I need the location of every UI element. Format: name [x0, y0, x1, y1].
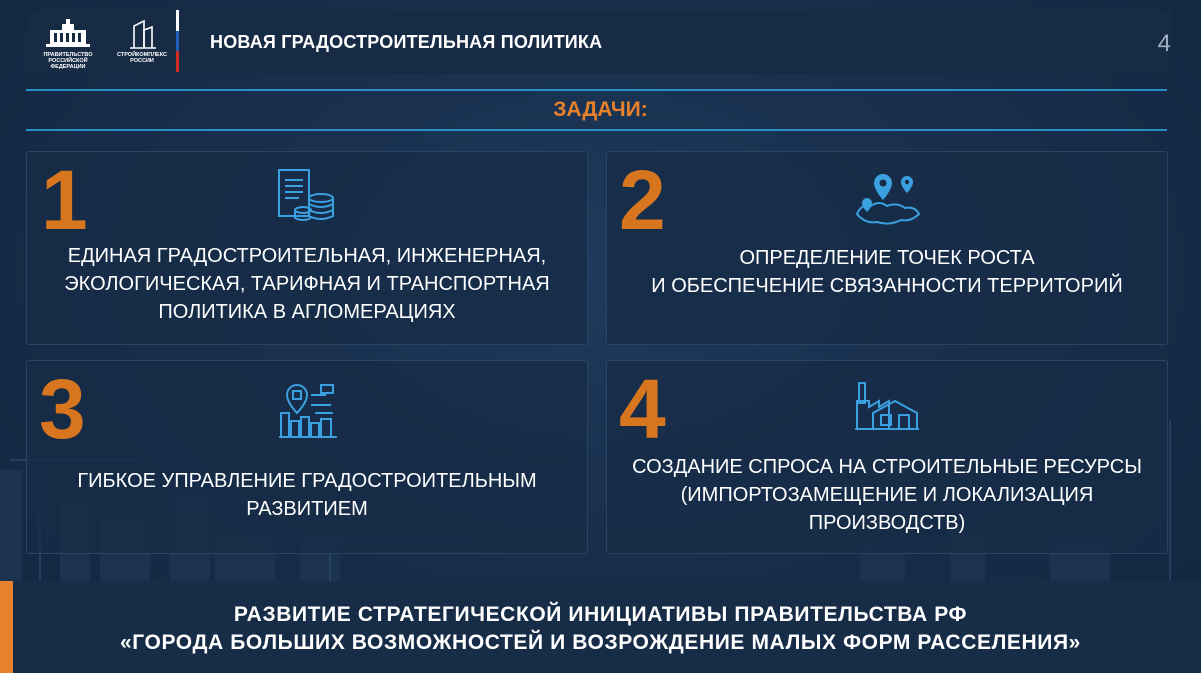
task-number: 3	[39, 362, 86, 456]
task-line: (ИМПОРТОЗАМЕЩЕНИЕ И ЛОКАЛИЗАЦИЯ	[680, 484, 1094, 506]
task-number: 2	[619, 153, 666, 247]
divider-bottom	[26, 129, 1167, 131]
task-line: СОЗДАНИЕ СПРОСА НА СТРОИТЕЛЬНЫЕ РЕСУРСЫ	[632, 456, 1142, 478]
tasks-heading: ЗАДАЧИ:	[553, 98, 648, 121]
task-number: 1	[41, 153, 88, 247]
page-title: НОВАЯ ГРАДОСТРОИТЕЛЬНАЯ ПОЛИТИКА	[210, 32, 603, 52]
city-management-icon	[279, 383, 337, 439]
factory-house-icon	[855, 379, 919, 431]
task-line: И ОБЕСПЕЧЕНИЕ СВЯЗАННОСТИ ТЕРРИТОРИЙ	[651, 275, 1123, 297]
stroykompleks-logo	[110, 18, 174, 70]
task-line: ПРОИЗВОДСТВ)	[808, 512, 966, 534]
task-card-2	[606, 151, 1168, 345]
map-pins-russia-icon	[853, 170, 923, 228]
page-number: 4	[1157, 30, 1171, 57]
header-bar	[26, 10, 1171, 74]
building-outline-icon	[110, 18, 174, 50]
russian-flag-stripe	[176, 10, 179, 72]
government-building-icon	[40, 18, 96, 50]
divider-top	[26, 89, 1167, 91]
task-card-4	[606, 360, 1168, 554]
task-card-1	[26, 151, 588, 345]
government-logo	[40, 18, 96, 70]
documents-coins-icon	[275, 166, 339, 224]
task-description	[607, 453, 1167, 537]
task-line: ПОЛИТИКА В АГЛОМЕРАЦИЯХ	[158, 301, 456, 323]
government-logo-caption: ПРАВИТЕЛЬСТВО РОССИЙСКОЙ ФЕДЕРАЦИИ	[43, 52, 93, 70]
stroykompleks-logo-caption: СТРОЙКОМПЛЕКС РОССИИ	[117, 52, 167, 64]
task-line: ЕДИНАЯ ГРАДОСТРОИТЕЛЬНАЯ, ИНЖЕНЕРНАЯ,	[67, 245, 547, 267]
task-line: ОПРЕДЕЛЕНИЕ ТОЧЕК РОСТА	[739, 247, 1035, 269]
initiative-banner	[0, 581, 1201, 673]
task-line: ЭКОЛОГИЧЕСКАЯ, ТАРИФНАЯ И ТРАНСПОРТНАЯ	[64, 273, 550, 295]
task-card-3	[26, 360, 588, 554]
task-number: 4	[619, 362, 666, 456]
task-description	[27, 242, 587, 326]
task-description	[27, 467, 587, 523]
task-line: ГИБКОЕ УПРАВЛЕНИЕ ГРАДОСТРОИТЕЛЬНЫМ	[77, 470, 537, 492]
banner-line-2: «ГОРОДА БОЛЬШИХ ВОЗМОЖНОСТЕЙ И ВОЗРОЖДЕНИЕ МАЛЫХ ФОРМ РАССЕЛЕНИЯ»	[120, 631, 1081, 654]
task-line: РАЗВИТИЕМ	[246, 498, 368, 520]
banner-line-1: РАЗВИТИЕ СТРАТЕГИЧЕСКОЙ ИНИЦИАТИВЫ ПРАВИТЕЛЬСТВА РФ	[233, 603, 968, 626]
task-description	[607, 244, 1167, 300]
banner-accent-bar	[0, 581, 13, 673]
